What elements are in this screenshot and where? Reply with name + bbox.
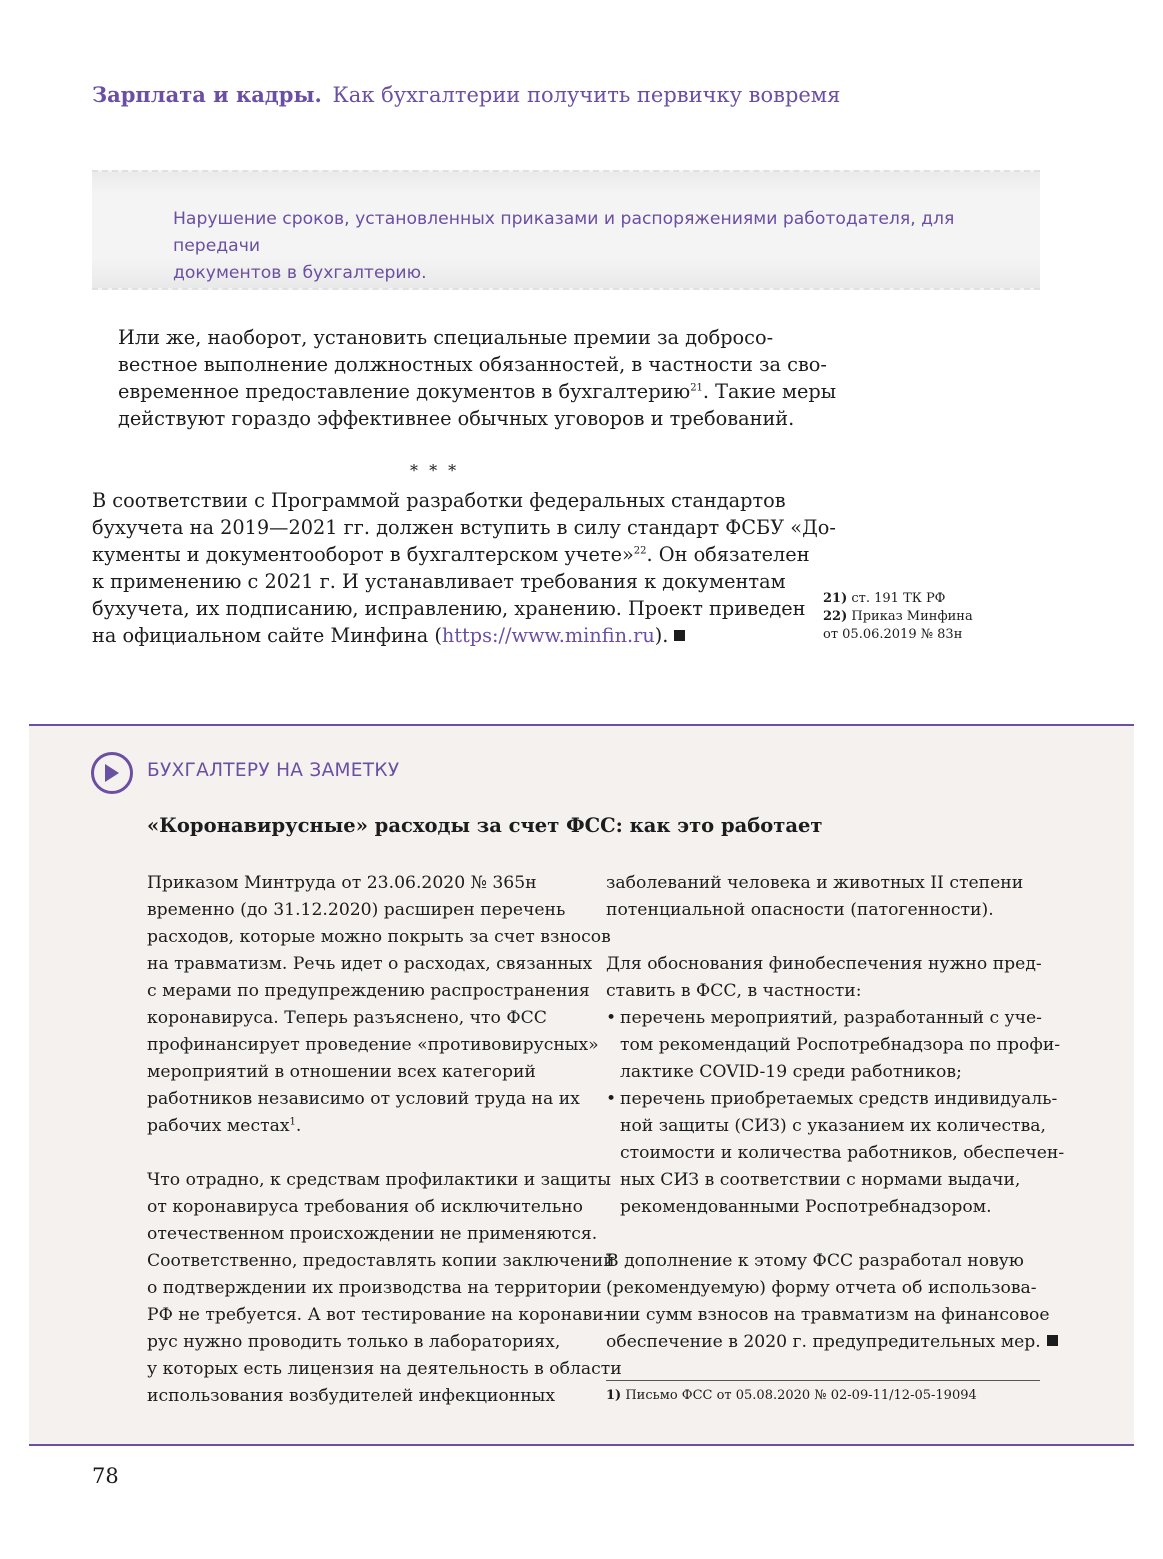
running-head xyxy=(92,82,840,107)
note-right-para-3: В дополнение к этому ФСС разработал новую (рекомендуемую) форму отчета об использова- нии сумм взносов на травматизм на финансовое обеспечение в 2020 г. предупредительных мер. xyxy=(606,1248,1064,1356)
list-item: • перечень мероприятий, разработанный с уче- том рекомендаций Роспотребнадзора по профи- лактике COVID-19 среди работников; xyxy=(606,1005,1064,1086)
note-left-para-2: Что отрадно, к средствам профилактики и защиты от коронавируса требования об исключительно отечественном происхождении не применяются. Соответственно, предоставлять копии заключений о подтверждении их производства на территории РФ не требуется. А вот тестирование на коронави- рус нужно проводить только в лабораториях, у которых есть лицензия на деятельность в области использования возбудителей инфекционных xyxy=(147,1170,622,1406)
quote-text: Нарушение сроков, установленных приказами и распоряжениями работодателя, для передачи документов в бухгалтерию. xyxy=(173,209,955,283)
article-title: Как бухгалтерии получить первичку вовремя xyxy=(332,83,841,107)
minfin-link[interactable]: https://www.minfin.ru xyxy=(441,624,655,647)
note-right-para-1: заболеваний человека и животных II степени потенциальной опасности (патогенности). xyxy=(606,873,1024,920)
accountant-note-box xyxy=(29,724,1134,1446)
page-number: 78 xyxy=(92,1464,119,1488)
note-left-para-1: Приказом Минтруда от 23.06.2020 № 365н временно (до 31.12.2020) расширен перечень расходов, которые можно покрыть за счет взносов на травматизм. Речь идет о расходах, связанных с мерами по предупреждению распространения коронавируса. Теперь разъяснено, что ФСС профинансирует проведение «противовирусных» мероприятий в отношении всех категорий работников независимо от условий труда на их рабочих местах$^1$. xyxy=(147,873,611,1136)
note-right-para-2: Для обоснования финобеспечения нужно пред- ставить в ФСС, в частности: xyxy=(606,954,1042,1001)
note-bullet-list xyxy=(606,1005,1064,1221)
body-paragraph-1: Или же, наоборот, установить специальные премии за добросо- вестное выполнение должностных обязанностей, в частности за сво- евременное предоставление документов в бухгалтерию$^{21}$. Такие меры действуют гораздо эффективнее обычных уговоров и требований. xyxy=(118,326,837,430)
footnote-ref-21: 21 xyxy=(690,382,703,394)
side-footnote-22: 22) Приказ Минфина от 05.06.2019 № 83н xyxy=(823,609,973,642)
note-heading: «Коронавирусные» расходы за счет ФСС: как это работает xyxy=(147,814,823,837)
side-footnote-21: 21) ст. 191 ТК РФ xyxy=(823,591,946,606)
side-footnotes xyxy=(823,590,1023,644)
note-footnote-1: 1) Письмо ФСС от 05.08.2020 № 02-09-11/12-05-19094 xyxy=(606,1388,977,1403)
note-label: БУХГАЛТЕРУ НА ЗАМЕТКУ xyxy=(147,760,400,781)
quote-box xyxy=(92,170,1040,290)
end-of-note-mark xyxy=(1047,1335,1058,1346)
body-paragraph-2: В соответствии с Программой разработки федеральных стандартов бухучета на 2019—2021 гг. должен вступить в силу стандарт ФСБУ «До- кументы и документооборот в бухгалтерском учете»$^{22}$. Он обязателен к применению с 2021 г. И устанавливает требования к документам бухучета, их подписанию, исправлению, хранению. Проект приведен на официальном сайте Минфина (https://www.minfin.ru). xyxy=(92,489,836,647)
play-icon xyxy=(91,752,133,794)
note-right-column xyxy=(606,870,1064,1356)
section-name: Зарплата и кадры. xyxy=(92,82,322,107)
list-item: • перечень приобретаемых средств индивидуаль- ной защиты (СИЗ) с указанием их количества, стоимости и количества работников, обеспечен- ных СИЗ в соответствии с нормами выдачи, рекомендованными Роспотребнадзором. xyxy=(606,1086,1064,1221)
footnote-ref-22: 22 xyxy=(633,545,647,557)
section-separator: * * * xyxy=(410,461,460,480)
end-of-article-mark xyxy=(674,630,685,641)
footnote-ref-1: 1 xyxy=(289,1116,296,1128)
note-left-column xyxy=(147,870,622,1410)
footnote-divider xyxy=(606,1380,1040,1381)
